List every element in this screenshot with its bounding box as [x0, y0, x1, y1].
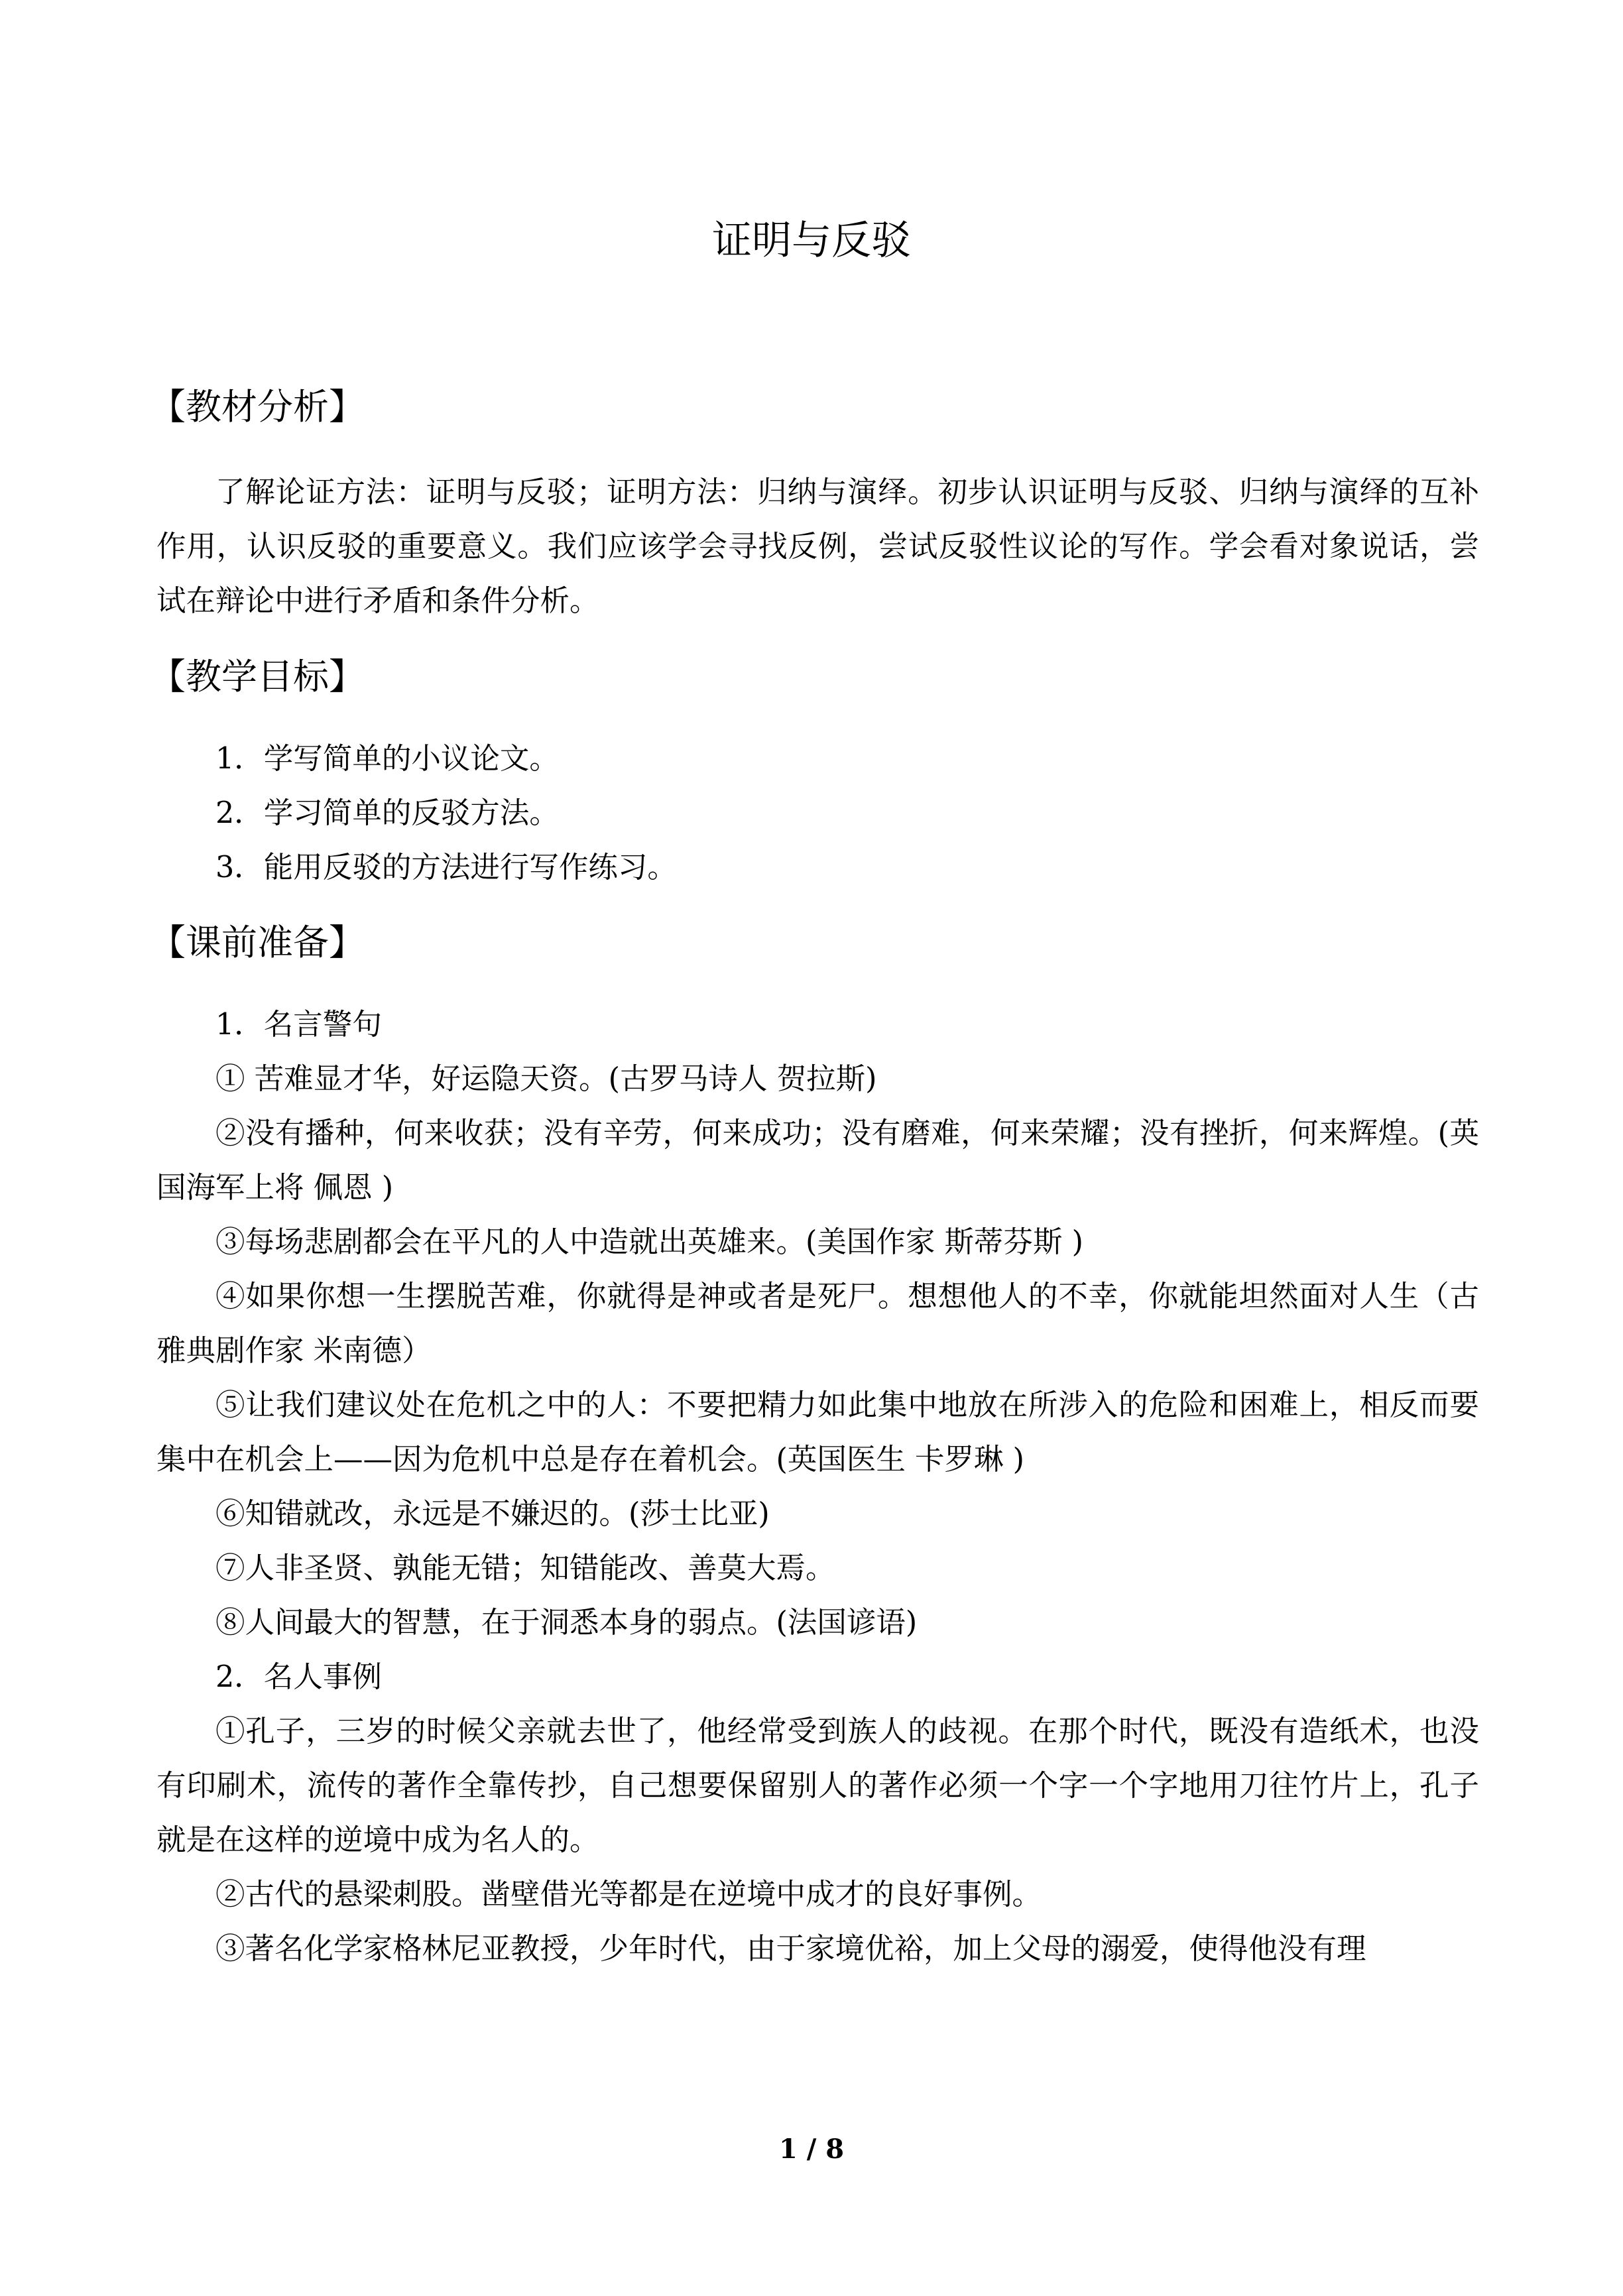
quote-item-5: ⑤让我们建议处在危机之中的人：不要把精力如此集中地放在所涉入的危险和困难上，相反而要集中在机会上——因为危机中总是存在着机会。(英国医生 卡罗琳 )	[156, 1388, 1479, 1477]
quote-item-7: ⑦人非圣贤、孰能无错；知错能改、善莫大焉。	[215, 1551, 835, 1585]
quote-item-6: ⑥知错就改，永远是不嫌迟的。(莎士比亚)	[215, 1497, 770, 1531]
quote-item-1: ① 苦难显才华，好运隐天资。(古罗马诗人 贺拉斯)	[215, 1062, 877, 1096]
heading-preparation: 【课前准备】	[150, 922, 365, 963]
quote-item-2: ②没有播种，何来收获；没有辛劳，何来成功；没有磨难，何来荣耀；没有挫折，何来辉煌。(英国海军上将 佩恩 )	[156, 1117, 1479, 1205]
example-item-3: ③著名化学家格林尼亚教授，少年时代，由于家境优裕，加上父母的溺爱，使得他没有理	[215, 1932, 1366, 1966]
objective-item-3: 3．能用反驳的方法进行写作练习。	[215, 851, 677, 884]
objective-item-2: 2．学习简单的反驳方法。	[215, 796, 559, 830]
heading-objectives: 【教学目标】	[150, 656, 365, 697]
objective-item-1: 1．学写简单的小议论文。	[215, 742, 559, 776]
examples-subheading: 2．名人事例	[215, 1660, 382, 1694]
quote-item-3: ③每场悲剧都会在平凡的人中造就出英雄来。(美国作家 斯蒂芬斯 )	[215, 1225, 1084, 1259]
heading-analysis: 【教材分析】	[150, 386, 365, 428]
analysis-paragraph: 了解论证方法：证明与反驳；证明方法：归纳与演绎。初步认识证明与反驳、归纳与演绎的互补作用，认识反驳的重要意义。我们应该学会寻找反例，尝试反驳性议论的写作。学会看对象说话，尝试在辩论中进行矛盾和条件分析。	[156, 475, 1479, 618]
page-title: 证明与反驳	[712, 217, 911, 264]
example-item-2: ②古代的悬梁刺股。凿壁借光等都是在逆境中成才的良好事例。	[215, 1878, 1042, 1911]
page-number: 1 / 8	[778, 2134, 845, 2165]
example-item-1: ①孔子，三岁的时候父亲就去世了，他经常受到族人的歧视。在那个时代，既没有造纸术，也没有印刷术，流传的著作全靠传抄，自己想要保留别人的著作必须一个字一个字地用刀往竹片上，孔子就是在这样的逆境中成为名人的。	[156, 1715, 1479, 1857]
quote-item-4: ④如果你想一生摆脱苦难，你就得是神或者是死尸。想想他人的不幸，你就能坦然面对人生（古雅典剧作家 米南德）	[156, 1280, 1479, 1368]
quotes-subheading: 1．名言警句	[215, 1008, 382, 1042]
quote-item-8: ⑧人间最大的智慧，在于洞悉本身的弱点。(法国谚语)	[215, 1606, 918, 1640]
